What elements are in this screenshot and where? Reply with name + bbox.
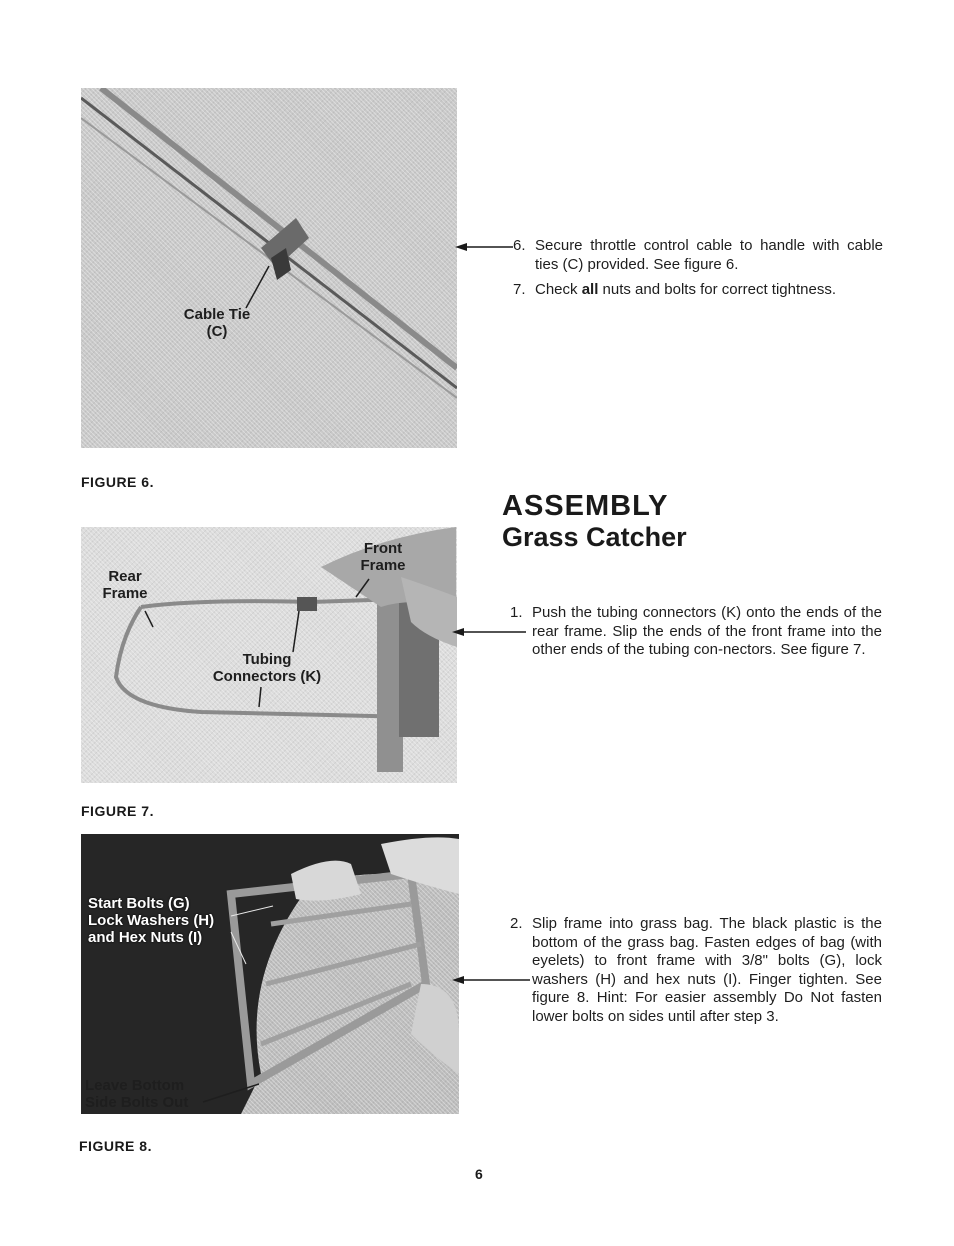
figure-7-photo [81,527,457,783]
start-bolts-label: Start Bolts (G) Lock Washers (H) and Hex Nuts (I) [88,895,215,946]
leave-bottom-label: Leave Bottom Side Bolts Out [85,1077,189,1111]
step-6-number: 6. [513,237,526,254]
step-1 [510,604,882,660]
step-7-text-before: Check [535,281,582,298]
step-7-bold-word: all [581,281,599,298]
cable-tie-label: Cable Tie (C) [183,306,251,340]
arrow-left-icon [452,973,530,987]
rear-frame-label: Rear Frame [102,568,148,602]
step-2-text: Slip frame into grass bag. The black plastic is the bottom of the grass bag. Fasten edges of bag (with eyelets) to front frame with 3/8" bolts (G), lock washers (H) and hex nuts (I). Finger tighten. See figure 8. Hint: For easier assembly Do Not fasten lower bolts on sides until after step 3. [532,915,882,1025]
front-frame-label: Front Frame [360,540,406,574]
figure-6-photo [81,88,457,448]
figure-8-illustration [81,834,459,1114]
step-7-text-after: nuts and bolts for correct tightness. [598,281,836,298]
figure-8-caption: FIGURE 8. [79,1138,152,1154]
step-6 [513,237,883,274]
arrow-left-icon [452,625,526,639]
figure-6-caption: FIGURE 6. [81,474,154,490]
figure-6-illustration [81,88,457,448]
step-7 [513,281,883,300]
step-2 [510,915,882,1026]
step-1-number: 1. [510,604,523,621]
tubing-connectors-label: Tubing Connectors (K) [212,651,322,685]
step-6-text: Secure throttle control cable to handle with cable ties (C) provided. See figure 6. [535,237,883,273]
section-title: ASSEMBLY [502,490,669,522]
page-number: 6 [475,1166,483,1182]
section-subtitle: Grass Catcher [502,522,687,552]
step-1-text: Push the tubing connectors (K) onto the ends of the rear frame. Slip the ends of the front frame into the other ends of the tubing con-nectors. See figure 7. [532,604,882,658]
figure-7-caption: FIGURE 7. [81,803,154,819]
step-2-number: 2. [510,915,523,932]
arrow-left-icon [455,240,513,254]
figure-8-photo [81,834,459,1114]
step-7-number: 7. [513,281,526,298]
